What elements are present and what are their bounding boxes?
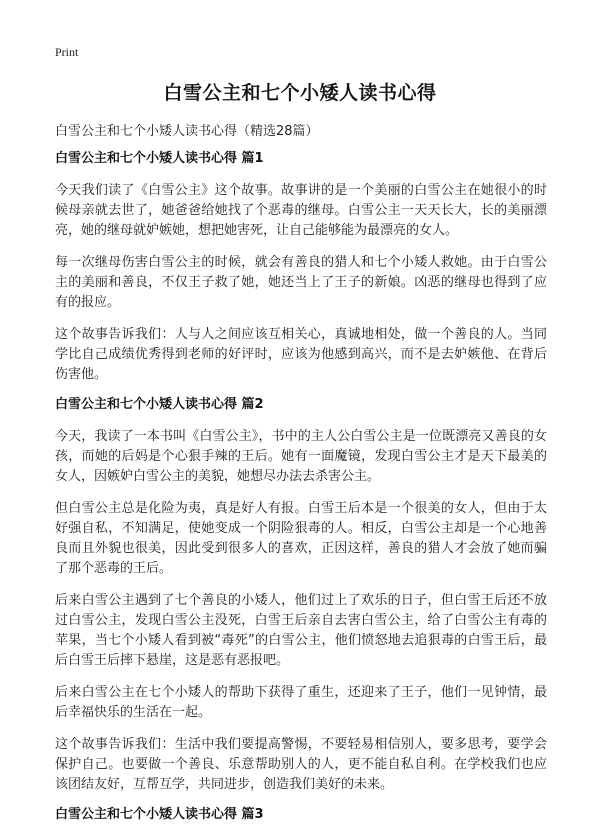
section-1: [55, 151, 547, 385]
section-heading: 白雪公主和七个小矮人读书心得 篇1: [55, 151, 264, 166]
document-subtitle: 白雪公主和七个小矮人读书心得（精选28篇）: [55, 124, 319, 139]
section-heading: 白雪公主和七个小矮人读书心得 篇3: [55, 807, 264, 822]
paragraph: 后来白雪公主在七个小矮人的帮助下获得了重生，还迎来了王子，他们一见钟情，最后幸福快乐的生活在一起。: [55, 685, 547, 720]
paragraph: 每一次继母伤害白雪公主的时候，就会有善良的猎人和七个小矮人救她。由于白雪公主的美丽和善良，不仅王子救了她，她还当上了王子的新娘。凶恶的继母也得到了应有的报应。: [55, 255, 547, 310]
paragraph: 今天，我读了一本书叫《白雪公主》，书中的主人公白雪公主是一位既漂亮又善良的女孩，而她的后妈是个心狠手辣的王后。她有一面魔镜，发现白雪公主才是天下最美的女人，因嫉妒白雪公主的美貌，她想尽办法去杀害公主。: [55, 429, 547, 484]
paragraph: 后来白雪公主遇到了七个善良的小矮人，他们过上了欢乐的日子，但白雪王后还不放过白雪公主，发现白雪公主没死，白雪王后亲自去害白雪公主，给了白雪公主有毒的苹果，当七个小矮人看到被“毒死”的白雪公主，他们愤怒地去追狠毒的白雪王后，最后白雪王后摔下悬崖，这是恶有恶报吧。: [55, 593, 547, 668]
print-label: Print: [55, 45, 79, 59]
section-2: [55, 397, 547, 795]
paragraph: 这个故事告诉我们：生活中我们要提高警惕，不要轻易相信别人，要多思考，要学会保护自己。也要做一个善良、乐意帮助别人的人，更不能自私自利。在学校我们也应该团结友好，互帮互学，共同进步，创造我们美好的未来。: [55, 737, 547, 792]
section-3: [55, 807, 547, 823]
document-body: [55, 151, 547, 828]
page-title: 白雪公主和七个小矮人读书心得: [163, 82, 437, 104]
paragraph: 但白雪公主总是化险为夷，真是好人有报。白雪王后本是一个很美的女人，但由于太好强自私，不知满足，使她变成一个阴险狠毒的人。相反，白雪公主却是一个心地善良而且外貌也很美，因此受到很多人的喜欢，正因这样，善良的猎人才会放了她而骗了那个恶毒的王后。: [55, 501, 547, 576]
section-heading: 白雪公主和七个小矮人读书心得 篇2: [55, 397, 264, 412]
paragraph: 这个故事告诉我们：人与人之间应该互相关心，真诚地相处，做一个善良的人。当同学比自己成绩优秀得到老师的好评时，应该为他感到高兴，而不是去妒嫉他、在背后伤害他。: [55, 327, 547, 382]
paragraph: 今天我们读了《白雪公主》这个故事。故事讲的是一个美丽的白雪公主在她很小的时候母亲就去世了，她爸爸给她找了个恶毒的继母。白雪公主一天天长大，长的美丽漂亮，她的继母就妒嫉她，想把她害死，让自己能够能为最漂亮的女人。: [55, 183, 547, 238]
